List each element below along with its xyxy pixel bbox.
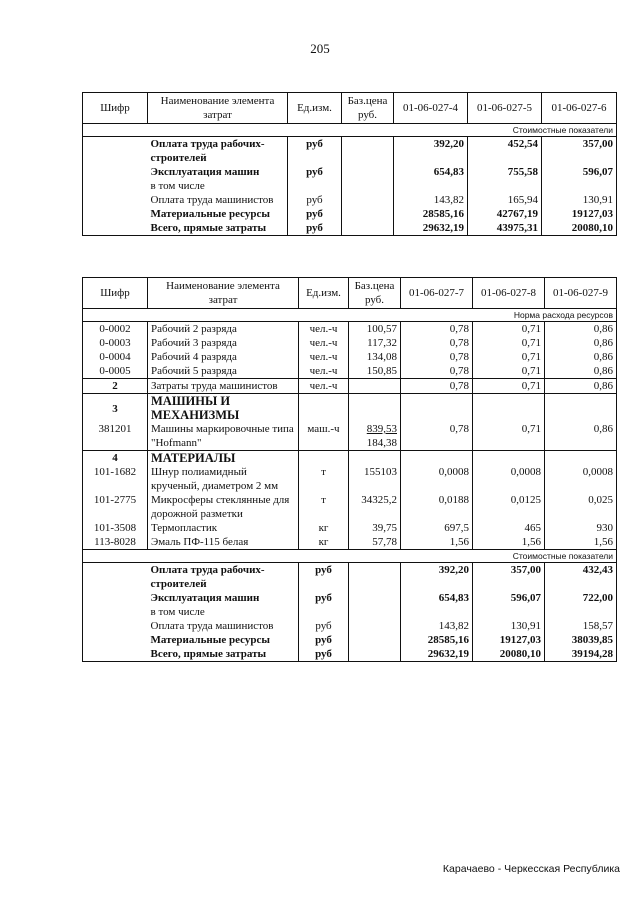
resource-row [83,322,617,337]
col-header-price-code: 01-06-027-7 [401,278,473,309]
row-base-price [342,221,394,236]
row-base-price: 117,32 [349,336,401,350]
row-value: 143,82 [401,619,473,633]
row-value [401,605,473,619]
row-code [83,591,148,605]
row-unit: руб [299,647,349,662]
row-unit: руб [288,193,342,207]
row-value: 130,91 [473,619,545,633]
row-name: Эксплуатация машин [148,165,288,179]
labor-rows [83,322,617,379]
row-name: Шнур полиамидный крученый, диаметром 2 мм [148,465,299,493]
row-unit: руб [288,137,342,166]
row-unit: чел.-ч [299,364,349,379]
base-price-secondary: 184,38 [366,437,397,449]
row-value: 0,71 [473,336,545,350]
row-value: 392,20 [401,563,473,592]
row-value: 0,78 [401,364,473,379]
row-name: Всего, прямые затраты [148,221,288,236]
row-base-price [349,605,401,619]
row-value: 0,86 [545,336,617,350]
row-unit: руб [288,207,342,221]
cost-rows [83,137,617,236]
row-value [468,179,542,193]
row-code [83,647,148,662]
material-rows [83,465,617,550]
col-header-name: Наименование элемента затрат [148,93,288,124]
row-base-price: 150,85 [349,364,401,379]
row-value: 28585,16 [394,207,468,221]
row-value: 29632,19 [394,221,468,236]
row-base-price [349,633,401,647]
row-unit: руб [288,221,342,236]
row-unit: т [299,465,349,493]
operator-labor-row [83,379,617,394]
row-name: Эмаль ПФ-115 белая [148,535,299,550]
row-value: 654,83 [394,165,468,179]
machines-heading-row [83,394,617,423]
row-base-price [342,207,394,221]
row-value: 0,0125 [473,493,545,521]
row-value: 20080,10 [542,221,617,236]
row-value: 0,0188 [401,493,473,521]
cost-row [83,633,617,647]
cost-row [83,179,617,193]
row-value: 1,56 [545,535,617,550]
row-value: 755,58 [468,165,542,179]
resource-row [83,364,617,379]
col-header-base-price: Баз.цена руб. [342,93,394,124]
row-value: 0,71 [473,379,545,394]
row-value: 0,86 [545,322,617,337]
row-value: 130,91 [542,193,617,207]
row-base-price: 39,75 [349,521,401,535]
row-value: 0,0008 [545,465,617,493]
row-name: Оплата труда рабочих-строителей [148,137,288,166]
row-value: 1,56 [473,535,545,550]
section-number: 4 [83,451,148,466]
row-base-price: 34325,2 [349,493,401,521]
row-value: 0,86 [545,350,617,364]
col-header-name: Наименование элемента затрат [148,278,299,309]
resource-table-2 [82,277,617,662]
row-value: 654,83 [401,591,473,605]
row-value [394,179,468,193]
row-value: 39194,28 [545,647,617,662]
row-base-price [349,591,401,605]
col-header-base-price: Баз.цена руб. [349,278,401,309]
row-name: Рабочий 3 разряда [148,336,299,350]
section-label-row [83,550,617,563]
row-value: 452,54 [468,137,542,166]
cost-row [83,647,617,662]
row-base-price: 100,57 [349,322,401,337]
cost-table-1 [82,92,617,236]
row-code [83,179,148,193]
row-name: Микросферы стеклянные для дорожной разметки [148,493,299,521]
row-code: 113-8028 [83,535,148,550]
col-header-code: Шифр [83,93,148,124]
cost-row [83,619,617,633]
row-value: 0,86 [545,364,617,379]
row-value: 43975,31 [468,221,542,236]
cost-row [83,137,617,166]
row-value: 392,20 [394,137,468,166]
row-code [83,165,148,179]
col-header-unit: Ед.изм. [299,278,349,309]
row-unit [299,605,349,619]
row-base-price: 134,08 [349,350,401,364]
row-value: 357,00 [542,137,617,166]
row-value: 0,71 [473,422,545,451]
row-name: Оплата труда машинистов [148,619,299,633]
row-name: Рабочий 2 разряда [148,322,299,337]
row-code: 0-0003 [83,336,148,350]
row-value: 29632,19 [401,647,473,662]
materials-heading-row [83,451,617,466]
row-value: 143,82 [394,193,468,207]
row-name: Оплата труда рабочих-строителей [148,563,299,592]
row-value: 0,71 [473,364,545,379]
row-unit: чел.-ч [299,336,349,350]
row-base-price [349,422,401,451]
row-value: 0,0008 [401,465,473,493]
row-code: 381201 [83,422,148,451]
row-value: 0,78 [401,379,473,394]
row-value: 1,56 [401,535,473,550]
cost-row [83,165,617,179]
cost-row [83,207,617,221]
row-value: 42767,19 [468,207,542,221]
section-label: Стоимостные показатели [83,550,617,563]
row-code: 0-0002 [83,322,148,337]
row-value: 0,0008 [473,465,545,493]
row-code: 101-1682 [83,465,148,493]
row-unit: кг [299,535,349,550]
row-value [542,179,617,193]
section-label-row [83,124,617,137]
row-base-price [342,137,394,166]
cost-row [83,193,617,207]
row-code: 101-3508 [83,521,148,535]
row-code [83,605,148,619]
row-code [83,563,148,592]
resource-row [83,350,617,364]
cost-row [83,563,617,592]
row-unit: кг [299,521,349,535]
section-number: 3 [83,394,148,423]
row-base-price [342,179,394,193]
footer-region-name: Карачаево - Черкесская Республика [442,863,620,875]
row-code [83,193,148,207]
cost-row [83,591,617,605]
section-title: МАШИНЫ И МЕХАНИЗМЫ [148,394,299,423]
row-value: 19127,03 [473,633,545,647]
row-value: 596,07 [473,591,545,605]
norm-label: Норма расхода ресурсов [83,309,617,322]
row-base-price [349,647,401,662]
row-value: 0,71 [473,322,545,337]
col-header-code: Шифр [83,278,148,309]
row-unit: т [299,493,349,521]
resource-row [83,465,617,493]
row-name: Термопластик [148,521,299,535]
row-code [83,137,148,166]
row-name: Всего, прямые затраты [148,647,299,662]
row-value: 28585,16 [401,633,473,647]
row-name: Рабочий 5 разряда [148,364,299,379]
row-unit: руб [299,591,349,605]
row-name: Оплата труда машинистов [148,193,288,207]
row-unit: руб [299,563,349,592]
row-value: 432,43 [545,563,617,592]
row-name: Материальные ресурсы [148,633,299,647]
row-unit: руб [299,619,349,633]
row-value: 0,025 [545,493,617,521]
row-unit: чел.-ч [299,350,349,364]
row-value: 722,00 [545,591,617,605]
row-base-price: 155103 [349,465,401,493]
col-header-price-code: 01-06-027-9 [545,278,617,309]
cost-row [83,605,617,619]
row-name: в том числе [148,179,288,193]
col-header-price-code: 01-06-027-6 [542,93,617,124]
resource-row [83,336,617,350]
row-code [83,207,148,221]
row-value: 0,86 [545,422,617,451]
base-price-value: 839,53 [366,423,397,435]
row-value: 0,78 [401,336,473,350]
cost-row [83,221,617,236]
section-label: Стоимостные показатели [83,124,617,137]
row-value: 697,5 [401,521,473,535]
row-value: 0,78 [401,422,473,451]
cost-rows [83,563,617,662]
table-header-row [83,93,617,124]
row-value: 0,78 [401,350,473,364]
row-base-price [342,193,394,207]
row-value: 20080,10 [473,647,545,662]
row-code: 0-0005 [83,364,148,379]
table-header-row [83,278,617,309]
col-header-unit: Ед.изм. [288,93,342,124]
row-value [473,605,545,619]
row-unit: руб [288,165,342,179]
row-name: Затраты труда машинистов [148,379,299,394]
row-name: Рабочий 4 разряда [148,350,299,364]
row-unit: чел.-ч [299,322,349,337]
resource-row [83,493,617,521]
row-code: 101-2775 [83,493,148,521]
row-base-price [342,165,394,179]
row-code [83,633,148,647]
row-unit: чел.-ч [299,379,349,394]
col-header-price-code: 01-06-027-4 [394,93,468,124]
row-name: Материальные ресурсы [148,207,288,221]
machine-row [83,422,617,451]
row-code: 2 [83,379,148,394]
row-unit [288,179,342,193]
row-base-price [349,563,401,592]
row-value: 0,78 [401,322,473,337]
row-unit: маш.-ч [299,422,349,451]
row-value: 158,57 [545,619,617,633]
resource-row [83,521,617,535]
page-number: 205 [310,41,330,56]
row-value: 19127,03 [542,207,617,221]
row-value: 0,71 [473,350,545,364]
row-value: 930 [545,521,617,535]
row-base-price: 57,78 [349,535,401,550]
row-name: Эксплуатация машин [148,591,299,605]
col-header-price-code: 01-06-027-5 [468,93,542,124]
row-value: 165,94 [468,193,542,207]
row-value: 357,00 [473,563,545,592]
col-header-price-code: 01-06-027-8 [473,278,545,309]
row-value: 38039,85 [545,633,617,647]
row-code [83,619,148,633]
row-base-price [349,619,401,633]
row-code: 0-0004 [83,350,148,364]
row-value: 596,07 [542,165,617,179]
row-name: Машины маркировочные типа "Hofmann" [148,422,299,451]
norm-label-row [83,309,617,322]
row-code [83,221,148,236]
row-value [545,605,617,619]
row-value: 465 [473,521,545,535]
resource-row [83,535,617,550]
row-name: в том числе [148,605,299,619]
row-value: 0,86 [545,379,617,394]
section-title: МАТЕРИАЛЫ [148,451,299,466]
row-unit: руб [299,633,349,647]
